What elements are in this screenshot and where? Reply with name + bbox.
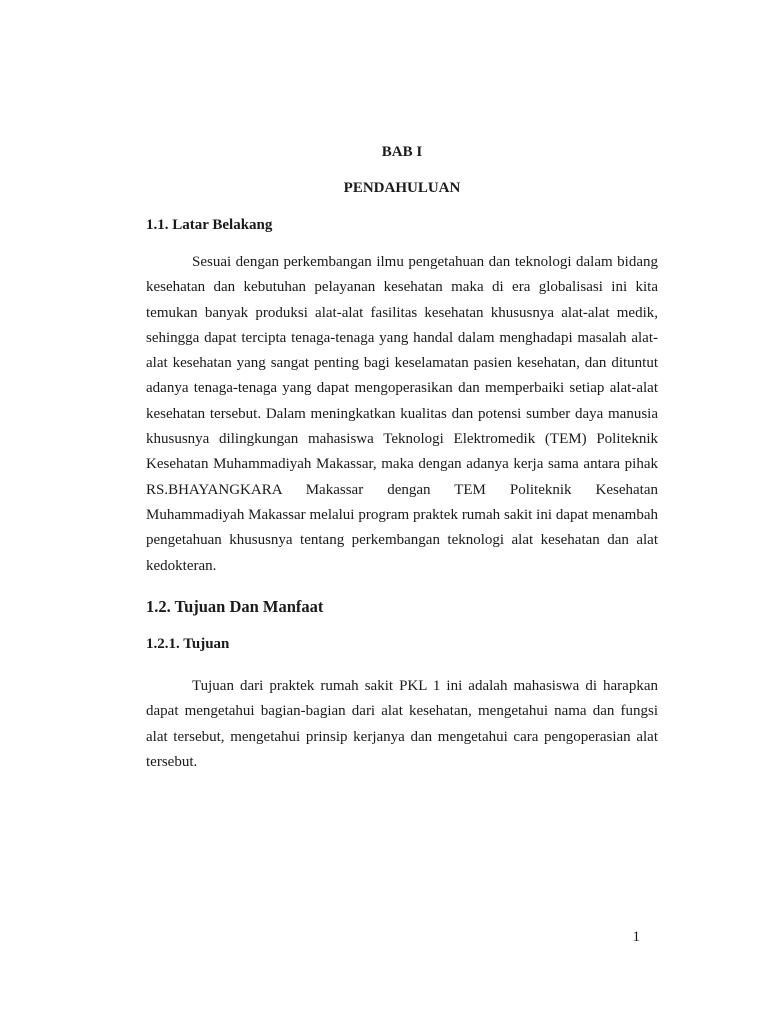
section-heading-latar-belakang: 1.1. Latar Belakang	[146, 217, 273, 233]
chapter-title: PENDAHULUAN	[343, 180, 461, 196]
paragraph-tujuan: Tujuan dari praktek rumah sakit PKL 1 ini adalah mahasiswa di harapkan dapat mengetahui bagian-bagian dari alat kesehatan, mengetahui nama dan fungsi alat tersebut, mengetahui prinsip kerjanya dan mengetahui cara pengoperasian alat tersebut.	[146, 678, 658, 770]
page-number: 1	[632, 929, 640, 945]
paragraph-latar-belakang: Sesuai dengan perkembangan ilmu pengetahuan dan teknologi dalam bidang kesehatan dan kebutuhan pelayanan kesehatan maka di era globalisasi ini kita temukan banyak produksi alat-alat fasilitas kesehatan khususnya alat-alat medik, sehingga dapat tercipta tenaga-tenaga yang handal dalam menghadapi masalah alat-alat kesehatan yang sangat penting bagi keselamatan pasien kesehatan, dan dituntut adanya tenaga-tenaga yang dapat mengoperasikan dan memperbaiki setiap alat-alat kesehatan tersebut. Dalam meningkatkan kualitas dan potensi sumber daya manusia khususnya dilingkungan mahasiswa Teknologi Elektromedik (TEM) Politeknik Kesehatan Muhammadiyah Makassar, maka dengan adanya kerja sama antara pihak RS.BHAYANGKARA Makassar dengan TEM Politeknik Kesehatan Muhammadiyah Makassar melalui program praktek rumah sakit ini dapat menambah pengetahuan khususnya tentang perkembangan teknologi alat kesehatan dan alat kedokteran.	[146, 254, 658, 574]
section-heading-tujuan-dan-manfaat: 1.2. Tujuan Dan Manfaat	[146, 597, 324, 616]
subsection-heading-tujuan: 1.2.1. Tujuan	[146, 636, 230, 652]
chapter-number: BAB I	[381, 144, 423, 160]
